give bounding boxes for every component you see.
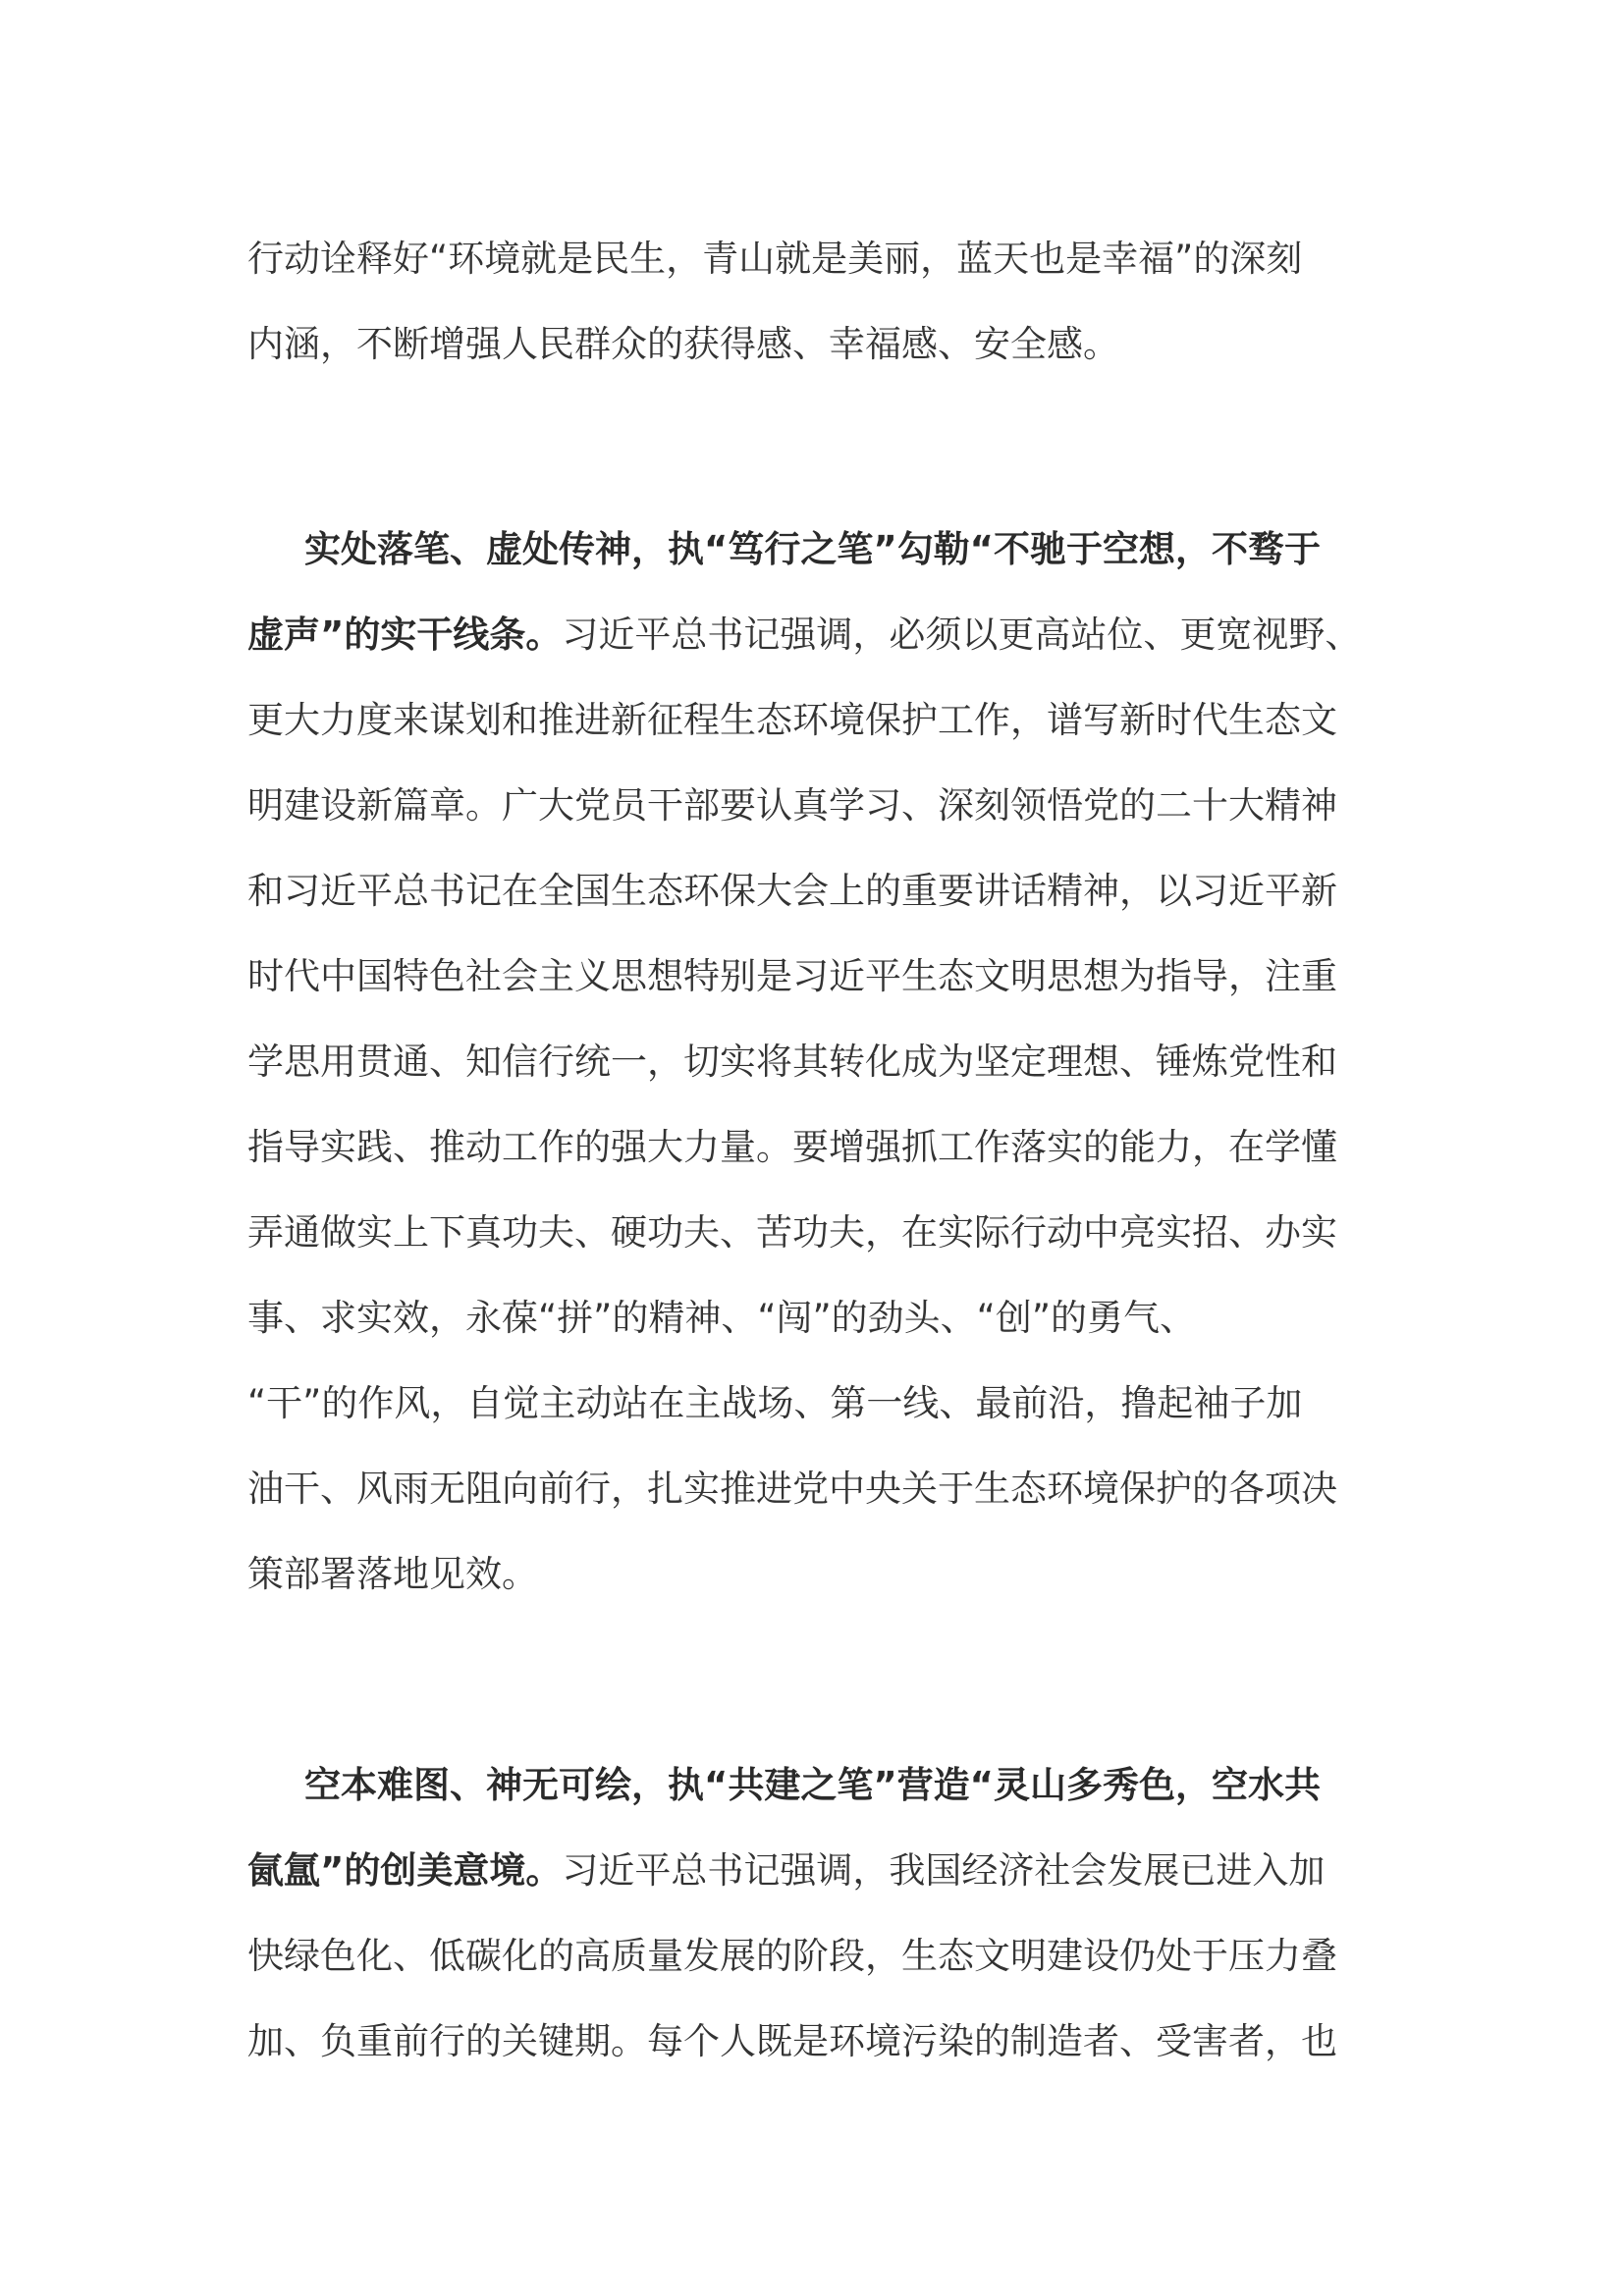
bold-heading-text: 空本难图、神无可绘，执“共建之笔”营造“灵山多秀色，空水共 [304,1764,1321,1806]
text-line [247,301,1386,387]
body-text: 习近平总书记强调，我国经济社会发展已进入加 [562,1849,1326,1892]
text-line [247,216,1386,301]
text-line [247,763,1386,848]
paragraph-co-construction [247,1742,1386,2084]
body-text: 策部署落地见效。 [247,1553,538,1595]
body-text: 快绿色化、低碳化的高质量发展的阶段，生态文明建设仍处于压力叠 [247,1935,1337,1977]
text-line [247,1019,1386,1104]
body-text: 指导实践、推动工作的强大力量。要增强抓工作落实的能力，在学懂 [247,1126,1337,1168]
body-text: 弄通做实上下真功夫、硬功夫、苦功夫，在实际行动中亮实招、办实 [247,1211,1337,1254]
text-line [247,1999,1386,2084]
text-line [247,1104,1386,1190]
text-line [247,1828,1386,1913]
body-text: 习近平总书记强调，必须以更高站位、更宽视野、 [562,614,1362,656]
bold-heading-text: 虚声”的实干线条。 [247,614,563,656]
text-line [247,1446,1386,1531]
body-text: 更大力度来谋划和推进新征程生态环境保护工作，谱写新时代生态文 [247,699,1337,741]
body-text: 学思用贯通、知信行统一，切实将其转化成为坚定理想、锤炼党性和 [247,1041,1337,1083]
text-line [247,934,1386,1019]
text-line [247,1742,1386,1828]
paragraph-practice [247,507,1386,1617]
body-text: 明建设新篇章。广大党员干部要认真学习、深刻领悟党的二十大精神 [247,784,1337,827]
text-line [247,1361,1386,1446]
text-line [247,592,1386,677]
body-text: 时代中国特色社会主义思想特别是习近平生态文明思想为指导，注重 [247,955,1337,997]
body-text: 事、求实效，永葆“拼”的精神、“闯”的劲头、“创”的勇气、 [247,1297,1197,1339]
body-text: 内涵，不断增强人民群众的获得感、幸福感、安全感。 [247,323,1119,365]
text-line [247,1275,1386,1361]
body-text: “干”的作风，自觉主动站在主战场、第一线、最前沿，撸起袖子加 [247,1382,1303,1424]
body-text: 行动诠释好“环境就是民生，青山就是美丽，蓝天也是幸福”的深刻 [247,238,1303,280]
text-line [247,507,1386,592]
body-text: 和习近平总书记在全国生态环保大会上的重要讲话精神，以习近平新 [247,870,1337,912]
text-line [247,1913,1386,1999]
bold-heading-text: 氤氲”的创美意境。 [247,1849,563,1892]
text-line [247,1531,1386,1617]
body-text: 油干、风雨无阻向前行，扎实推进党中央关于生态环境保护的各项决 [247,1468,1337,1510]
text-line [247,677,1386,763]
paragraph-continuation [247,216,1386,387]
text-line [247,1190,1386,1275]
text-line [247,848,1386,934]
bold-heading-text: 实处落笔、虚处传神，执“笃行之笔”勾勒“不驰于空想，不骛于 [304,528,1321,570]
body-text: 加、负重前行的关键期。每个人既是环境污染的制造者、受害者，也 [247,2020,1337,2062]
